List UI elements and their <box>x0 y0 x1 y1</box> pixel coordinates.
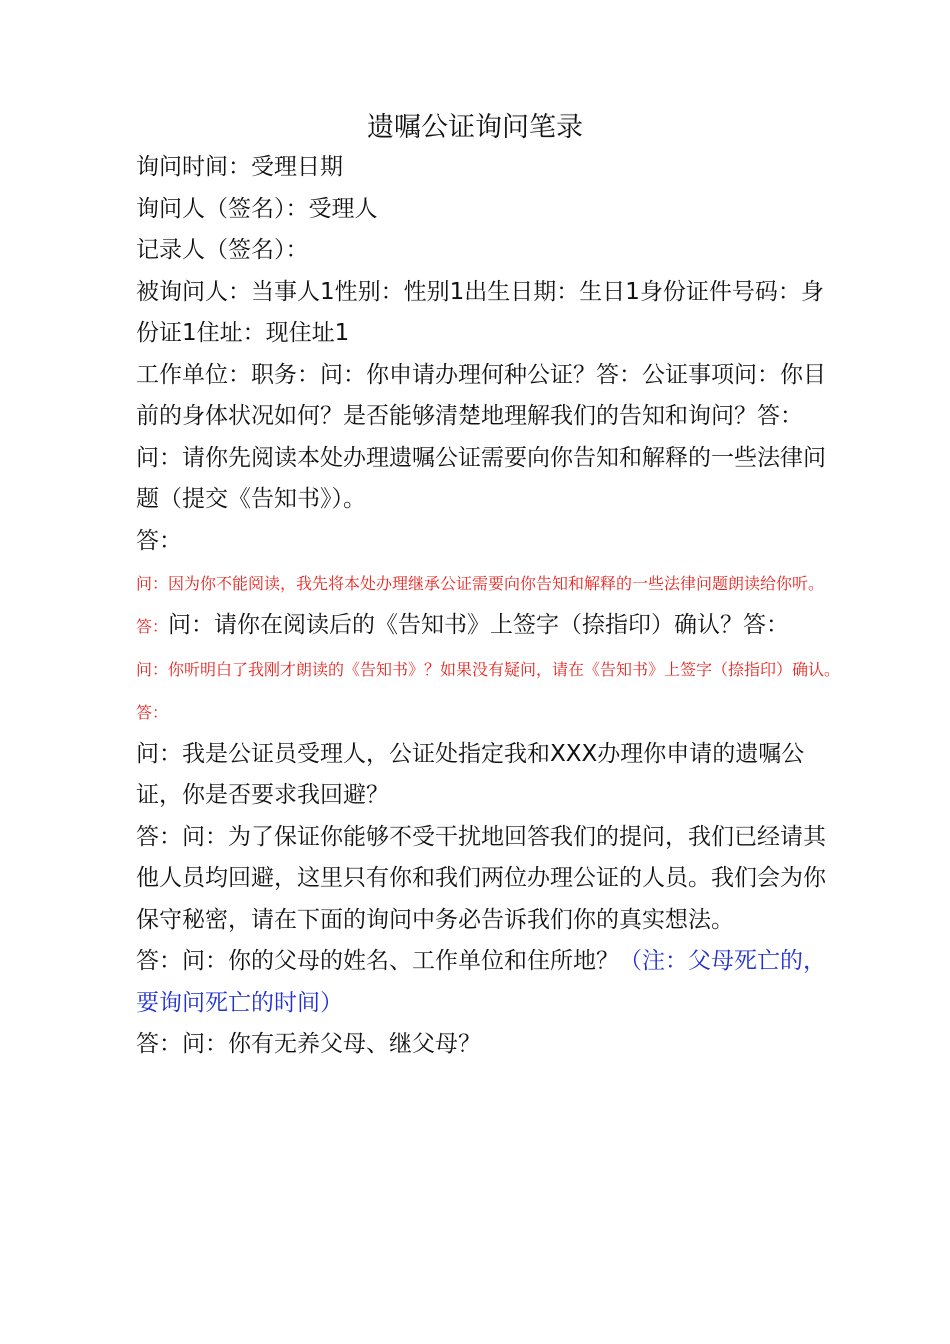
parents-note: （注：父母死亡的，要询问死亡的时间） <box>136 948 826 1016</box>
understood-question: 问：你听明白了我刚才朗读的《告知书》？如果没有疑问，请在《告知书》上签字（捺指印）确认。 <box>136 659 841 679</box>
party-info-paragraph: 被询问人：当事人1性别：性别1出生日期：生日1身份证件号码：身份证1住址：现住址1 <box>136 278 824 346</box>
privacy-question-paragraph: 答：问：为了保证你能够不受干扰地回答我们的提问，我们已经请其他人员均回避，这里只有你和我们两位办理公证的人员。我们会为你保守秘密，请在下面的询问中务必告诉我们你的真实想法。 <box>136 823 826 933</box>
parents-question-paragraph <box>136 941 844 1024</box>
sign-confirm-question: 问：请你在阅读后的《告知书》上签字（捺指印）确认？答： <box>168 612 790 638</box>
answer-red-line: 答： <box>136 702 169 722</box>
document-title: 遗嘱公证询问笔录 <box>367 112 583 143</box>
answer-line: 答： <box>136 527 182 554</box>
recorder-line: 记录人（签名）： <box>136 237 309 263</box>
sign-confirm-paragraph <box>136 605 844 648</box>
read-aloud-question: 问：因为你不能阅读，我先将本处办理继承公证需要向你告知和解释的一些法律问题朗读给你听。 <box>136 574 825 593</box>
answer-prefix-red: 答： <box>136 617 169 636</box>
parents-question: 答：问：你的父母的姓名、工作单位和住所地？ <box>136 948 619 974</box>
interviewer-line: 询问人（签名）：受理人 <box>136 195 378 222</box>
recusal-question-paragraph: 问：我是公证员受理人，公证处指定我和XXX办理你申请的遗嘱公证，你是否要求我回避？ <box>136 740 805 808</box>
interview-time-line: 询问时间：受理日期 <box>136 154 343 180</box>
work-unit-paragraph: 工作单位：职务：问：你申请办理何种公证？答：公证事项问：你目前的身体状况如何？是否能够清楚地理解我们的告知和询问？答：问：请你先阅读本处办理遗嘱公证需要向你告知和解释的一些法律问题（提交《告知书》）。 <box>136 361 826 512</box>
document-body <box>136 147 844 1066</box>
step-parents-question-line: 答：问：你有无养父母、继父母？ <box>136 1031 481 1057</box>
